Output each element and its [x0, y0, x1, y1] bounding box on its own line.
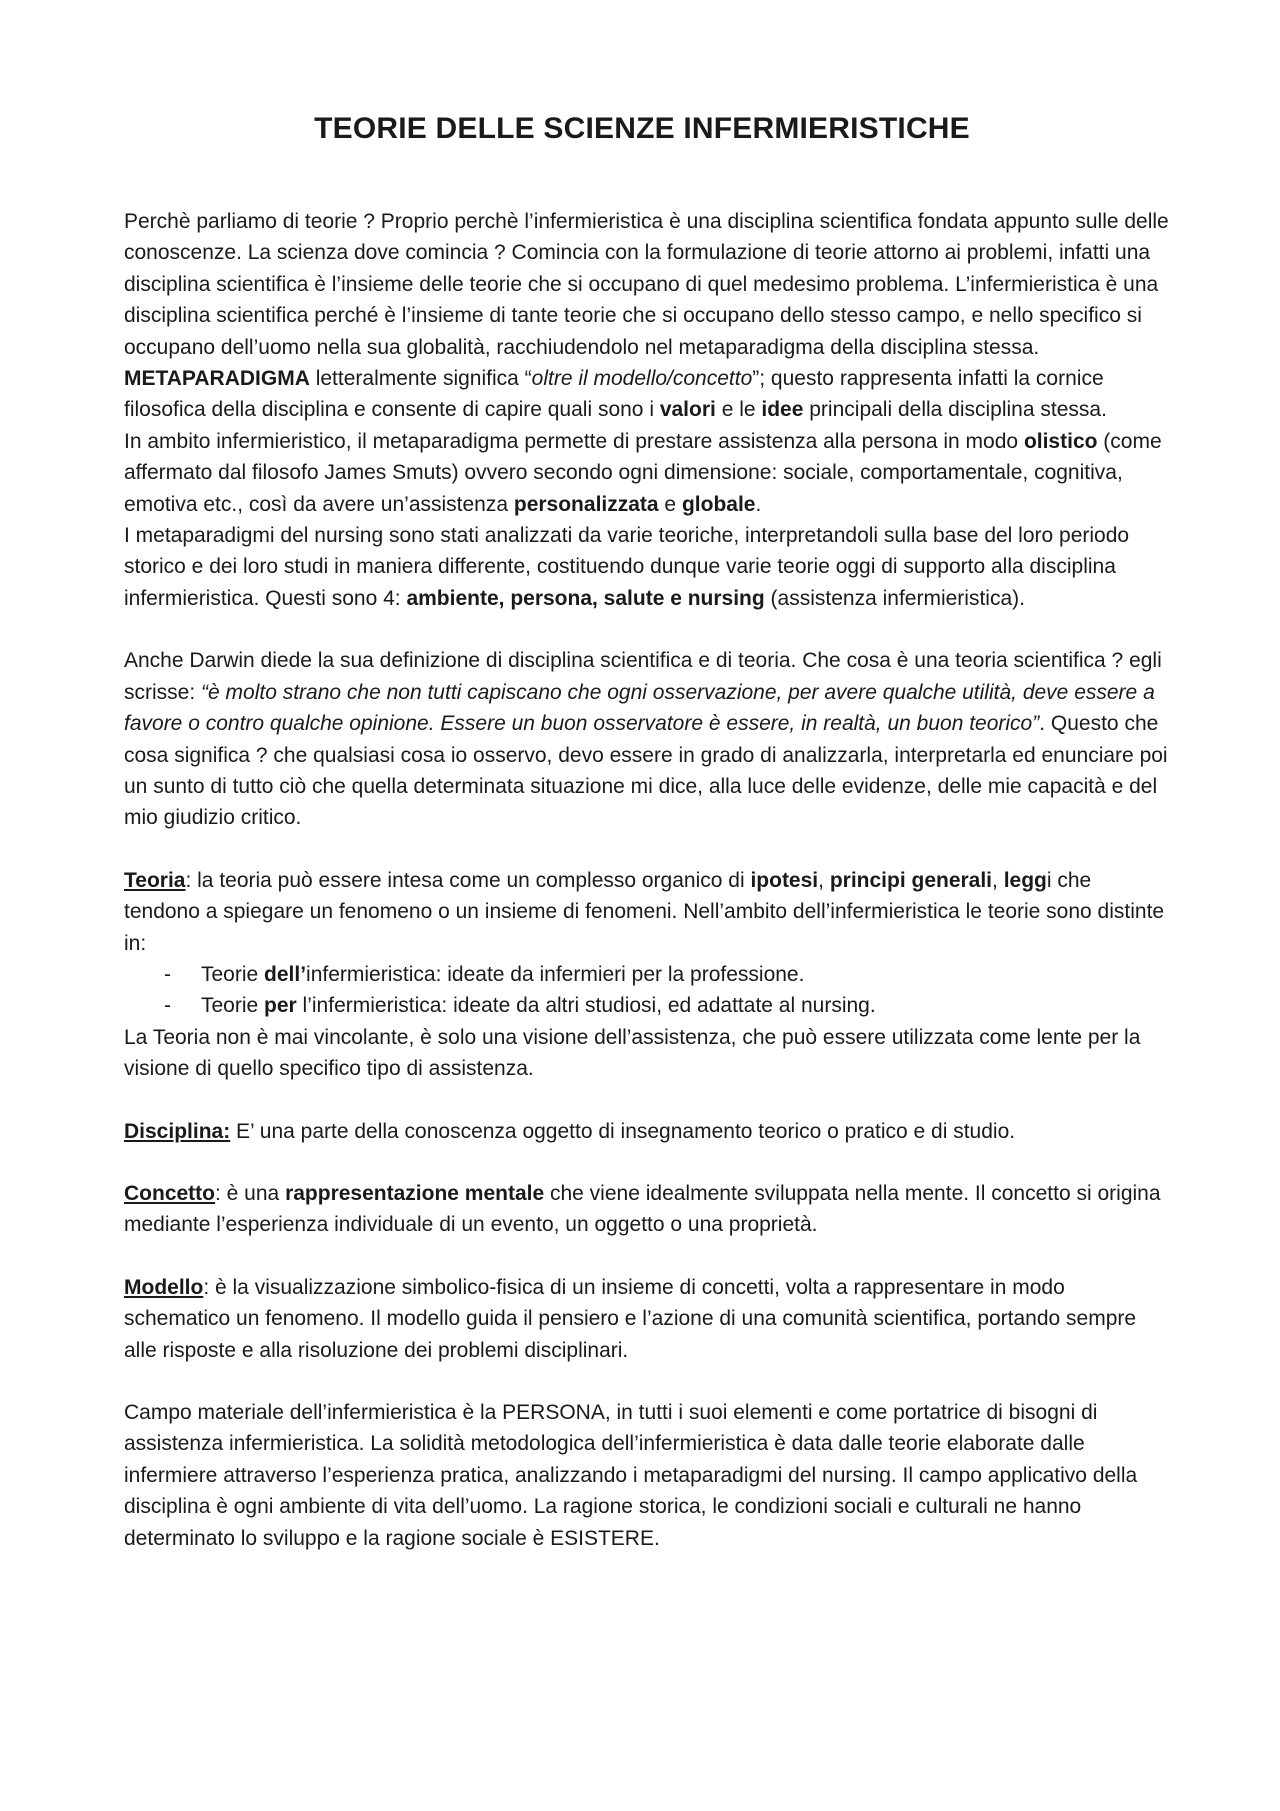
text: (come affermato dal filosofo James Smuts) ovvero secondo ogni dimensione: sociale, comportamentale, cognitiva, emotiva etc., così da avere un’assistenza: [124, 429, 1162, 516]
text: : è una: [215, 1181, 286, 1205]
bold-globale: globale: [681, 492, 756, 516]
dash-bullet: -: [164, 994, 171, 1018]
term-disciplina: Disciplina:: [124, 1119, 231, 1143]
teorie-list: [124, 959, 1170, 1022]
text: i che tendono a spiegare un fenomeno o un insieme di fenomeni. Nell’ambito dell’infermieristica le teorie sono distinte in:: [124, 868, 1165, 955]
text: infermieristica: ideate da infermieri per la professione.: [306, 962, 805, 986]
text: ,: [992, 868, 1004, 892]
text: I metaparadigmi del nursing sono stati analizzati da varie teoriche, interpretandoli sulla base del loro periodo storico e dei loro studi in maniera differente, costituendo dunque varie teorie oggi di supporto alla disciplina infermieristica. Questi sono 4:: [124, 524, 1130, 610]
text: .: [755, 492, 762, 516]
text: Anche Darwin diede la sua definizione di disciplina scientifica e di teoria. Che cosa è una teoria scientifica ? egli scrisse:: [124, 649, 1162, 704]
bold-principi: principi generali: [829, 868, 993, 892]
bold-valori: valori: [659, 398, 716, 422]
text: l’infermieristica: ideate da altri studiosi, ed adattate al nursing.: [296, 994, 876, 1018]
text: principali della disciplina stessa.: [803, 398, 1107, 422]
list-item: [124, 990, 1170, 1021]
modello-definition: [124, 1272, 1170, 1366]
bold-idee: idee: [761, 398, 804, 422]
text: letteralmente significa “: [309, 367, 532, 391]
italic-definition: oltre il modello/concetto: [531, 367, 753, 391]
bold-per: per: [264, 994, 297, 1018]
text: : la teoria può essere intesa come un complesso organico di: [185, 868, 751, 892]
text: Teorie: [201, 994, 265, 1018]
intro-paragraph: [124, 206, 1170, 614]
text: (assistenza infermieristica).: [764, 586, 1025, 610]
bold-rappresentazione: rappresentazione mentale: [285, 1181, 545, 1205]
disciplina-definition: [124, 1116, 1170, 1147]
text: . Questo che cosa significa ? che qualsiasi cosa io osservo, devo essere in grado di analizzarla, interpretarla ed enunciare poi un sunto di tutto ciò che quella determinata situazione mi dice, alla luce delle evidenze, delle mie capacità e del mio giudizio critico.: [124, 712, 1168, 830]
bold-dell: dell’: [264, 962, 307, 986]
term-modello: Modello: [124, 1275, 204, 1299]
bold-metaparadigms: ambiente, persona, salute e nursing: [406, 586, 765, 610]
text: E’ una parte della conoscenza oggetto di insegnamento teorico o pratico e di studio.: [230, 1119, 1016, 1143]
text: e: [658, 492, 682, 516]
concetto-definition: [124, 1178, 1170, 1241]
term-teoria: Teoria: [124, 868, 186, 892]
text: ,: [818, 868, 830, 892]
darwin-quote: “è molto strano che non tutti capiscano che ogni osservazione, per avere qualche utilità, deve essere a favore o contro qualche opinione. Essere un buon osservatore è essere, in realtà, un buon teorico”: [124, 680, 1155, 736]
bold-metaparadigma: METAPARADIGMA: [124, 367, 310, 391]
text: ”; questo rappresenta infatti la cornice filosofica della disciplina e consente di capire quali sono i: [124, 367, 1104, 422]
bold-olistico: olistico: [1023, 429, 1098, 453]
teoria-note: La Teoria non è mai vincolante, è solo una visione dell’assistenza, che può essere utilizzata come lente per la visione di quello specifico tipo di assistenza.: [124, 1025, 1141, 1081]
text: che viene idealmente sviluppata nella mente. Il concetto si origina mediante l’esperienza individuale di un evento, un oggetto o una proprietà.: [124, 1181, 1161, 1237]
bold-personalizzata: personalizzata: [513, 492, 659, 516]
bold-leggi: legg: [1003, 868, 1047, 892]
text: Teorie: [201, 962, 265, 986]
teoria-section: [124, 865, 1170, 1085]
darwin-paragraph: [124, 645, 1170, 833]
term-concetto: Concetto: [124, 1181, 215, 1205]
text: : è la visualizzazione simbolico-fisica di un insieme di concetti, volta a rappresentare in modo schematico un fenomeno. Il modello guida il pensiero e l’azione di una comunità scientifica, portando sempre alle risposte e alla risoluzione dei problemi disciplinari.: [124, 1275, 1137, 1362]
text: In ambito infermieristico, il metaparadigma permette di prestare assistenza alla persona in modo: [124, 429, 1024, 453]
text: e le: [715, 398, 762, 422]
page-title: TEORIE DELLE SCIENZE INFERMIERISTICHE: [314, 112, 970, 145]
dash-bullet: -: [164, 962, 171, 986]
campo-paragraph: Campo materiale dell’infermieristica è la PERSONA, in tutti i suoi elementi e come portatrice di bisogni di assistenza infermieristica. La solidità metodologica dell’infermieristica è data dalle teorie elaborate dalle infermiere attraverso l’esperienza pratica, analizzando i metaparadigmi del nursing. Il campo applicativo della disciplina è ogni ambiente di vita dell’uomo. La ragione storica, le condizioni sociali e culturali ne hanno determinato lo sviluppo e la ragione sociale è ESISTERE.: [124, 1401, 1138, 1550]
text: Perchè parliamo di teorie ? Proprio perchè l’infermieristica è una disciplina scientifica fondata appunto sulle delle conoscenze. La scienza dove comincia ? Comincia con la formulazione di teorie attorno ai problemi, infatti una disciplina scientifica è l’insieme delle teorie che si occupano di quel medesimo problema. L’infermieristica è una disciplina scientifica perché è l’insieme di tante teorie che si occupano dello stesso campo, e nello specifico si occupano dell’uomo nella sua globalità, racchiudendolo nel metaparadigma della disciplina stessa.: [124, 210, 1169, 359]
teoria-definition: [124, 865, 1170, 959]
bold-ipotesi: ipotesi: [750, 868, 819, 892]
list-item: [124, 959, 1170, 990]
